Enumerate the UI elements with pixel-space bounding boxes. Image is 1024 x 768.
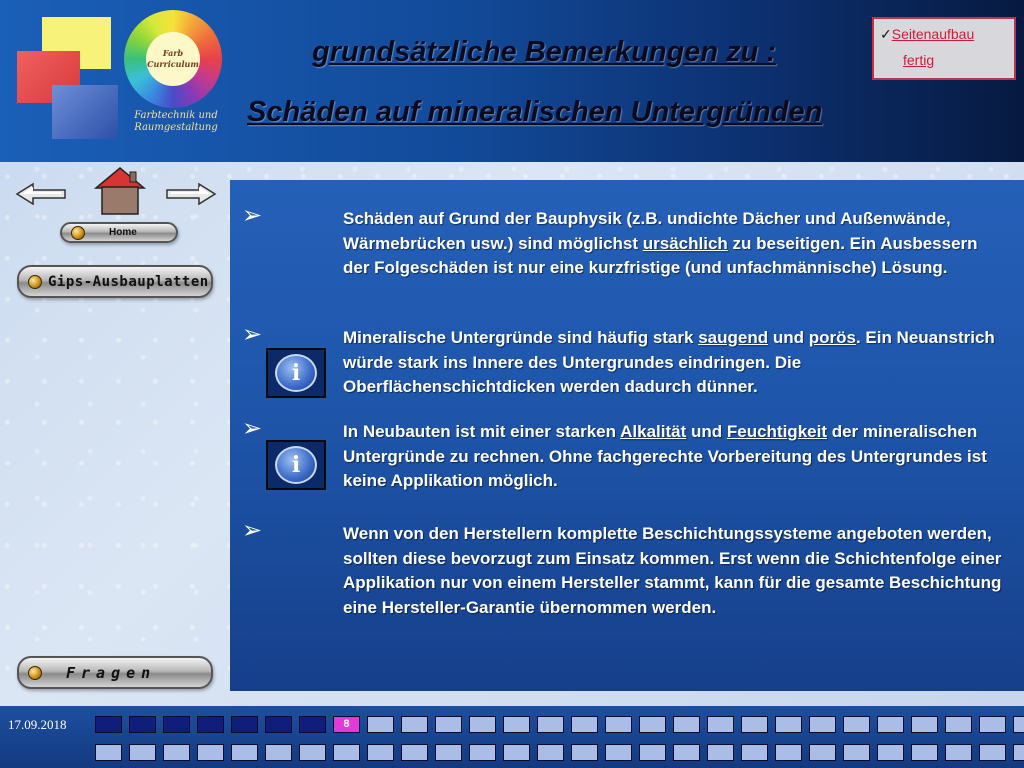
slide-nav-square[interactable] [537,744,564,761]
logo-blue-square [52,85,118,139]
term-poroes[interactable]: porös [808,328,856,347]
slide-nav-square[interactable] [741,744,768,761]
bullet-arrow-icon: ➢ [242,201,263,229]
slide-nav-square[interactable] [95,716,122,733]
info-button-1[interactable] [266,348,326,398]
home-button-label: Home [109,227,137,238]
slide-nav-square[interactable] [775,744,802,761]
logo-wheel-text-2: Curriculum [147,59,199,69]
slide-nav-square[interactable] [673,744,700,761]
term-feuchtigkeit[interactable]: Feuchtigkeit [726,422,827,441]
slide-nav-square[interactable] [639,716,666,733]
slide-nav-current[interactable]: 8 [333,716,360,733]
slide-nav-square[interactable] [945,716,972,733]
bullet-text-1: Schäden auf Grund der Bauphysik (z.B. undichte Dächer und Außenwände, Wärmebrücken usw.) sind möglichst ursächlich zu beseitigen. Ein Ausbessern der Folgeschäden ist nur eine kurzfristige (und unfachmännische) Lösung. [343,209,978,277]
info-icon: i [275,354,317,392]
home-button-dot-icon [71,226,85,240]
slide-nav-square[interactable] [197,744,224,761]
term-alkalitaet[interactable]: Alkalität [620,422,687,441]
fertig-link[interactable]: fertig [903,52,935,68]
gips-button-dot-icon [28,275,42,289]
bullet-arrow-icon: ➢ [242,516,263,544]
page-title-line2: Schäden auf mineralischen Untergründen [247,96,823,128]
slide-nav-square[interactable] [911,716,938,733]
color-wheel-logo [124,10,222,108]
slide-nav-square[interactable] [265,716,292,733]
header-bar [0,0,1024,162]
slide-nav-square[interactable] [605,716,632,733]
slide-nav-square[interactable] [299,744,326,761]
content-panel [230,180,1024,691]
slide-nav-square[interactable] [979,744,1006,761]
footer-date: 17.09.2018 [8,717,67,732]
slide-nav-square[interactable] [265,744,292,761]
info-icon: i [275,446,317,484]
color-wheel-center [146,32,200,86]
bullet-text-4: Wenn von den Herstellern komplette Beschichtungssysteme angeboten werden, sollten diese bevorzugt zum Einsatz kommen. Erst wenn die Schichtenfolge einer Applikation nur von einem Hersteller stammt, kann für die gesamte Beschichtung eine Hersteller-Garantie übernommen werden. [343,524,1002,617]
slide-nav-square[interactable] [197,716,224,733]
slide-nav-square[interactable] [911,744,938,761]
slide-nav-square[interactable] [367,744,394,761]
slide-nav-square[interactable] [775,716,802,733]
info-button-2[interactable] [266,440,326,490]
slide-nav-square[interactable] [843,716,870,733]
slide-nav-square[interactable] [537,716,564,733]
slide-nav-square[interactable] [843,744,870,761]
term-saugend[interactable]: saugend [698,328,769,347]
slide-nav-square[interactable] [809,716,836,733]
slide-nav-square[interactable] [639,744,666,761]
arrow-left-icon[interactable] [15,181,67,207]
slide-nav-square[interactable] [469,744,496,761]
slide-nav-square[interactable] [367,716,394,733]
gips-button-label: Gips-Ausbauplatten [48,273,209,290]
logo-caption-line1: Farbtechnik und [134,110,218,121]
bullet-arrow-icon: ➢ [242,320,263,348]
slide-nav-square[interactable] [333,744,360,761]
fragen-button-label: Fragen [66,663,157,682]
slide-nav-square[interactable] [435,716,462,733]
slide-nav-square[interactable] [1013,716,1024,733]
home-button[interactable] [60,222,178,243]
slide-nav-square[interactable] [673,716,700,733]
slide-nav-square[interactable] [163,744,190,761]
slide-nav-square[interactable] [163,716,190,733]
slide-nav-square[interactable] [469,716,496,733]
status-box [872,17,1016,80]
slide-nav-square[interactable] [945,744,972,761]
bullet-text-3: In Neubauten ist mit einer starken Alkalität und Feuchtigkeit der mineralischen Untergründe zu rechnen. Ohne fachgerechte Vorbereitung des Untergrundes ist keine Applikation möglich. [343,422,987,490]
slide-nav-square[interactable] [129,744,156,761]
slide-nav-square[interactable] [435,744,462,761]
slide-nav-square[interactable] [877,744,904,761]
fragen-button-dot-icon [28,666,42,680]
slide-nav-square[interactable] [503,744,530,761]
footer-bar [0,706,1024,768]
logo-wheel-text-1: Farb [162,48,184,58]
logo-caption-line2: Raumgestaltung [134,122,218,133]
seitenaufbau-link[interactable]: Seitenaufbau [891,26,975,42]
house-icon[interactable] [92,166,148,216]
slide-nav-square[interactable] [571,744,598,761]
slide-nav-square[interactable] [1013,744,1024,761]
logo-caption [130,110,222,134]
slide-nav-square[interactable] [979,716,1006,733]
slide-nav-square[interactable] [299,716,326,733]
gips-ausbauplatten-button[interactable] [17,265,213,298]
slide-nav-square[interactable] [231,716,258,733]
slide-nav-square[interactable] [877,716,904,733]
slide-nav-square[interactable] [95,744,122,761]
term-ursaechlich[interactable]: ursächlich [642,233,728,253]
slide-nav-square[interactable] [605,744,632,761]
fragen-button[interactable] [17,656,213,689]
slide-nav-square[interactable] [401,716,428,733]
check-icon: ✓ [880,26,892,42]
slide-nav-square[interactable] [707,744,734,761]
arrow-right-icon[interactable] [165,181,217,207]
page-title-line1: grundsätzliche Bemerkungen zu : [312,36,777,68]
slide-nav-square[interactable] [741,716,768,733]
slide-nav-square[interactable] [129,716,156,733]
slide-nav-square[interactable] [503,716,530,733]
bullet-arrow-icon: ➢ [242,414,263,442]
slide-nav-square[interactable] [401,744,428,761]
slide-nav-square[interactable] [231,744,258,761]
slide-nav-square[interactable] [707,716,734,733]
slide-nav-square[interactable] [571,716,598,733]
bullet-text-2: Mineralische Untergründe sind häufig stark saugend und porös. Ein Neuanstrich würde stark ins Innere des Untergrundes eindringen. Die Oberflächenschichtdicken werden dadurch dünner. [343,328,995,396]
slide-nav-square[interactable] [809,744,836,761]
